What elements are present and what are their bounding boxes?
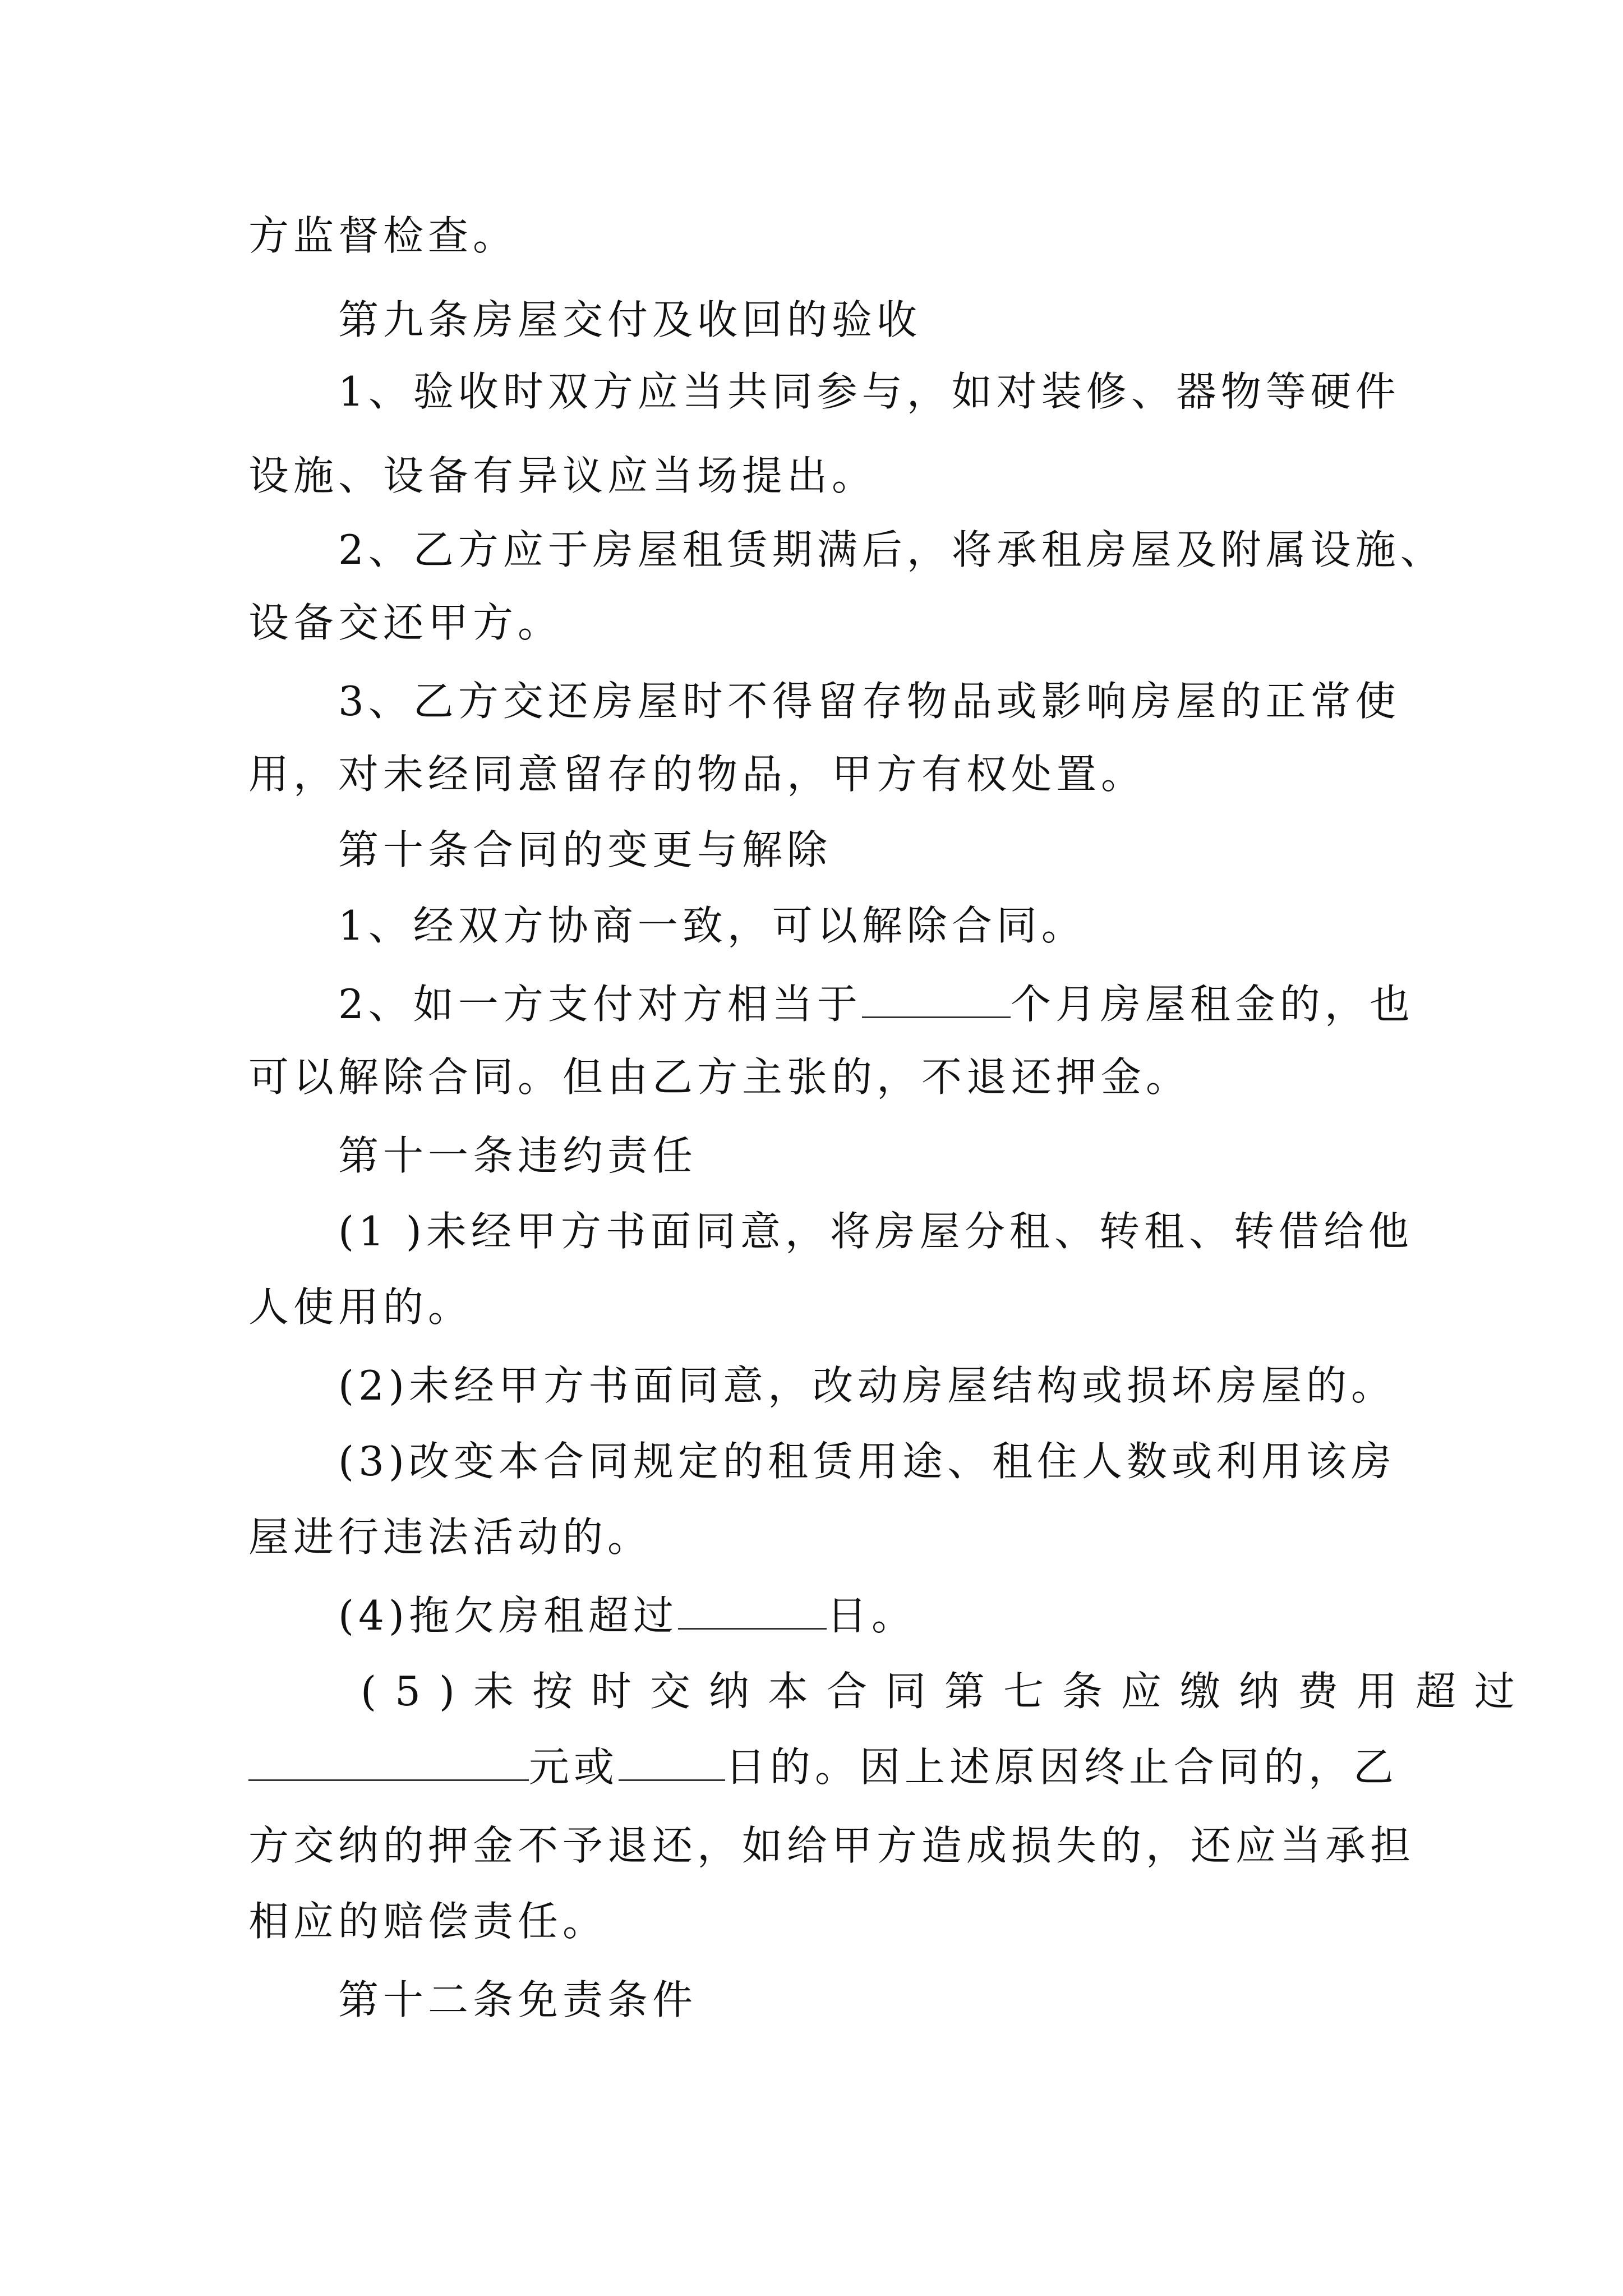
text-line: [248, 1739, 1398, 1795]
text-line: 1、经双方协商一致，可以解除合同。: [338, 902, 1086, 949]
text-line: 人使用的。: [248, 1283, 473, 1331]
text-line: (5)未按时交纳本合同第七条应缴纳费用超过: [361, 1668, 1533, 1715]
section-heading-article-11: 第十一条违约责任: [338, 1132, 698, 1179]
section-heading-article-9: 第九条房屋交付及收回的验收: [338, 296, 922, 343]
fill-in-blank-months: [862, 982, 1011, 1018]
text-line: 2、乙方应于房屋租赁期满后，将承租房屋及附属设施、: [338, 526, 1445, 573]
fill-in-blank-days: [619, 1745, 725, 1781]
text-line: 设施、设备有异议应当场提出。: [248, 452, 877, 499]
text-line: 3、乙方交还房屋时不得留存物品或影响房屋的正常使: [338, 678, 1400, 725]
text-line: (3)改变本合同规定的租赁用途、租住人数或利用该房: [338, 1438, 1396, 1485]
section-heading-article-12: 第十二条免责条件: [338, 1976, 698, 2023]
section-heading-article-10: 第十条合同的变更与解除: [338, 826, 832, 873]
text-line: 1、验收时双方应当共同参与，如对装修、器物等硬件: [338, 368, 1400, 415]
fill-in-blank-days: [678, 1593, 827, 1630]
text-segment: 元或: [529, 1743, 619, 1791]
text-line: [338, 1588, 916, 1644]
text-line: 方监督检查。: [248, 212, 518, 259]
text-line: 方交纳的押金不予退还，如给甲方造成损失的，还应当承担: [248, 1822, 1415, 1869]
text-segment: 2、如一方支付对方相当于: [338, 981, 862, 1028]
fill-in-blank-amount: [248, 1745, 529, 1781]
text-line: (2)未经甲方书面同意，改动房屋结构或损坏房屋的。: [338, 1362, 1396, 1409]
text-segment: 日的。因上述原因终止合同的，乙: [725, 1743, 1399, 1791]
text-line: 设备交还甲方。: [248, 599, 563, 646]
text-segment: (4)拖欠房租超过: [338, 1592, 678, 1639]
text-segment: 日。: [827, 1592, 917, 1639]
text-line: 相应的赔偿责任。: [248, 1898, 608, 1945]
text-line: [338, 976, 1414, 1032]
text-line: 用，对未经同意留存的物品，甲方有权处置。: [248, 751, 1146, 798]
text-line: (1 )未经甲方书面同意，将房屋分租、转租、转借给他: [338, 1208, 1413, 1255]
text-line: 屋进行违法活动的。: [248, 1513, 653, 1561]
text-segment: 个月房屋租金的，也: [1010, 981, 1414, 1028]
text-line: 可以解除合同。但由乙方主张的，不退还押金。: [248, 1053, 1191, 1101]
